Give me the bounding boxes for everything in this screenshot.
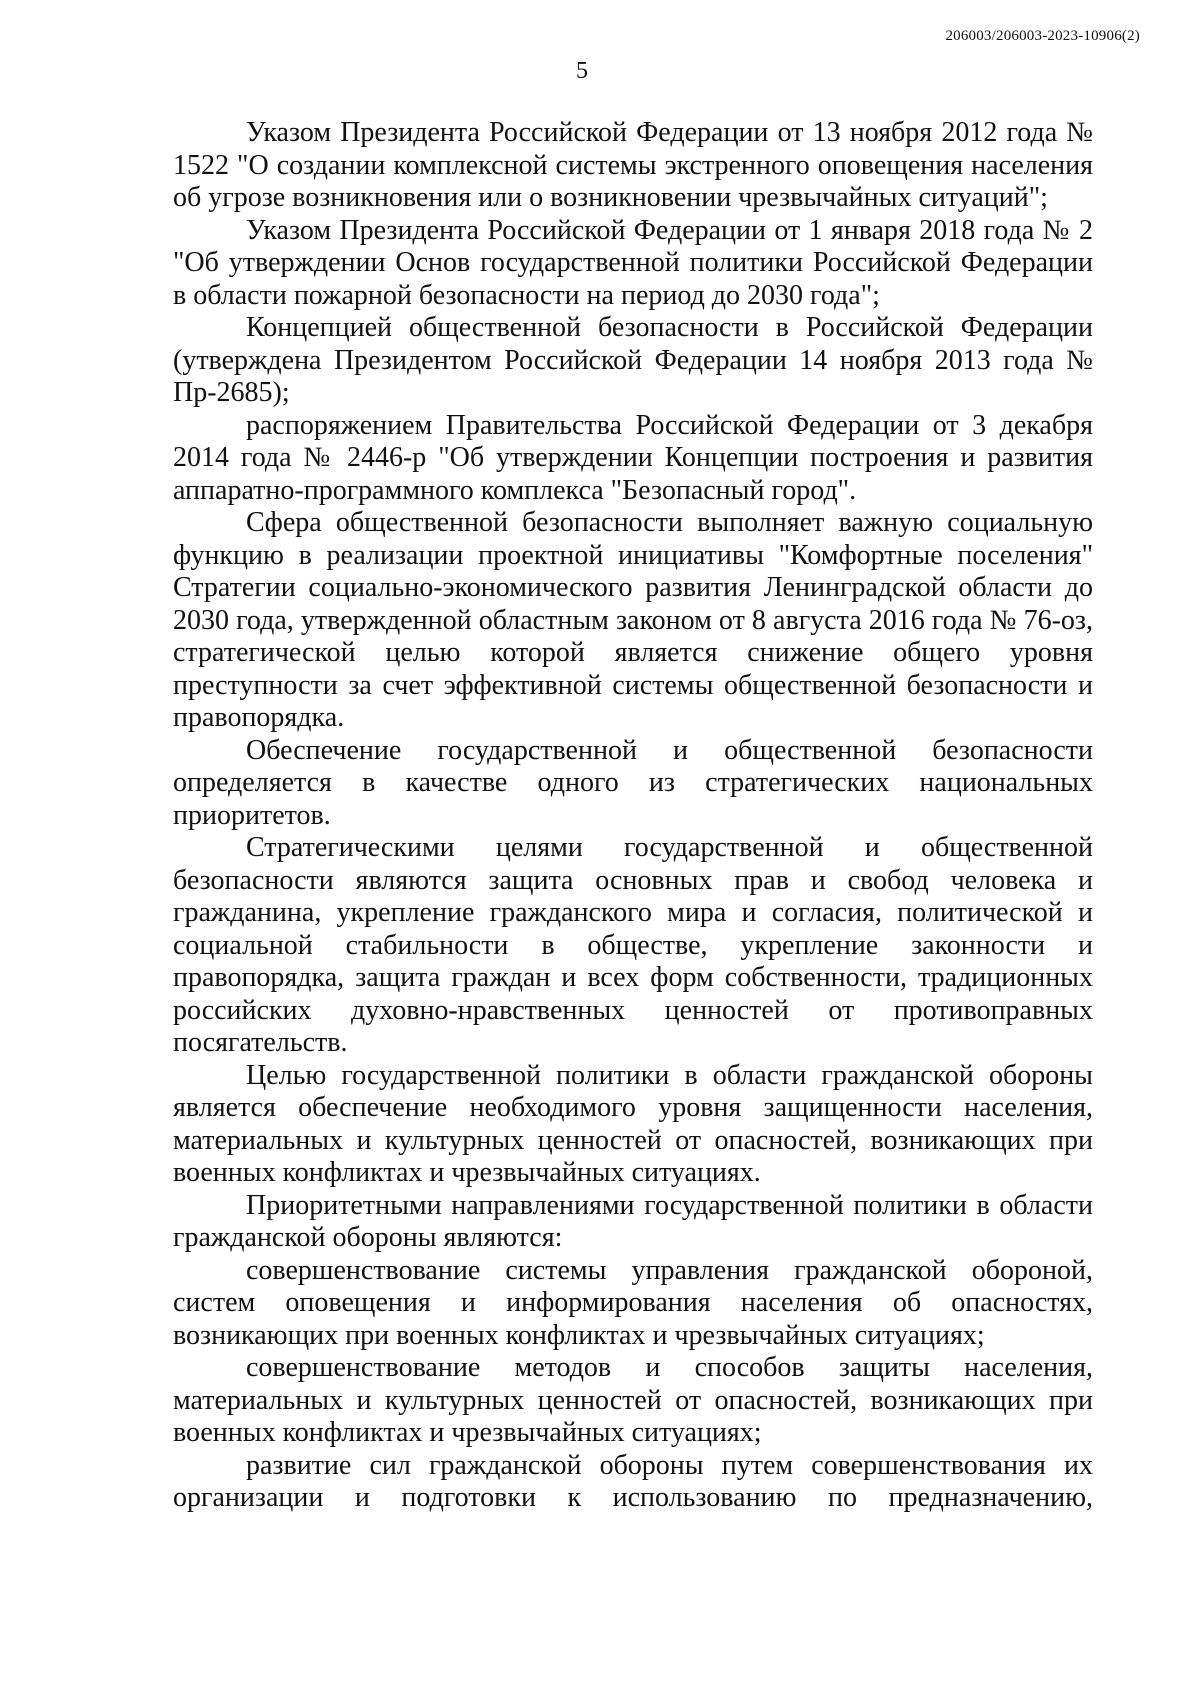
paragraph-national-priorities: Обеспечение государственной и общественной безопасности определяется в качестве одного из стратегических национальных приоритетов. bbox=[173, 734, 1093, 831]
paragraph-decree-1522: Указом Президента Российской Федерации от 13 ноября 2012 года № 1522 "О создании комплексной системы экстренного оповещения населения об угрозе возникновения или о возникновении чрезвычайных ситуаций"; bbox=[173, 117, 1093, 213]
page-number: 5 bbox=[576, 58, 588, 84]
list-item-civil-defense-forces: развитие сил гражданской обороны путем совершенствования их организации и подготовки к использованию по предназначению, bbox=[173, 1449, 1093, 1513]
document-body bbox=[173, 117, 1093, 1515]
paragraph-public-safety-sphere: Сфера общественной безопасности выполняет важную социальную функцию в реализации проектной инициативы "Комфортные поселения" Стратегии социально-экономического развития Ленинградской области до 2030 года, утвержденной областным законом от 8 августа 2016 года № 76-оз, стратегической целью которой является снижение общего уровня преступности за счет эффективной системы общественной безопасности и правопорядка. bbox=[173, 507, 1093, 733]
paragraph-civil-defense-goal: Целью государственной политики в области гражданской обороны является обеспечение необходимого уровня защищенности населения, материальных и культурных ценностей от опасностей, возникающих при военных конфликтах и чрезвычайных ситуациях. bbox=[173, 1059, 1093, 1188]
document-id: 206003/206003-2023-10906(2) bbox=[945, 28, 1140, 44]
paragraph-decree-2: Указом Президента Российской Федерации от 1 января 2018 года № 2 "Об утверждении Основ государственной политики Российской Федерации в области пожарной безопасности на период до 2030 года"; bbox=[173, 214, 1093, 311]
paragraph-priority-directions: Приоритетными направлениями государственной политики в области гражданской обороны являются: bbox=[173, 1189, 1093, 1253]
list-item-management-systems: совершенствование системы управления гражданской обороной, систем оповещения и информирования населения об опасностях, возникающих при военных конфликтах и чрезвычайных ситуациях; bbox=[173, 1254, 1093, 1351]
paragraph-government-order: распоряжением Правительства Российской Федерации от 3 декабря 2014 года № 2446-р "Об утверждении Концепции построения и развития аппаратно-программного комплекса "Безопасный город". bbox=[173, 409, 1093, 506]
list-item-protection-methods: совершенствование методов и способов защиты населения, материальных и культурных ценностей от опасностей, возникающих при военных конфликтах и чрезвычайных ситуациях; bbox=[173, 1352, 1093, 1448]
paragraph-security-concept: Концепцией общественной безопасности в Российской Федерации (утверждена Президентом Российской Федерации 14 ноября 2013 года № Пр-2685); bbox=[173, 312, 1093, 408]
paragraph-strategic-goals: Стратегическими целями государственной и общественной безопасности являются защита основных прав и свобод человека и гражданина, укрепление гражданского мира и согласия, политической и социальной стабильности в обществе, укрепление законности и правопорядка, защита граждан и всех форм собственности, традиционных российских духовно-нравственных ценностей от противоправных посягательств. bbox=[173, 832, 1093, 1058]
